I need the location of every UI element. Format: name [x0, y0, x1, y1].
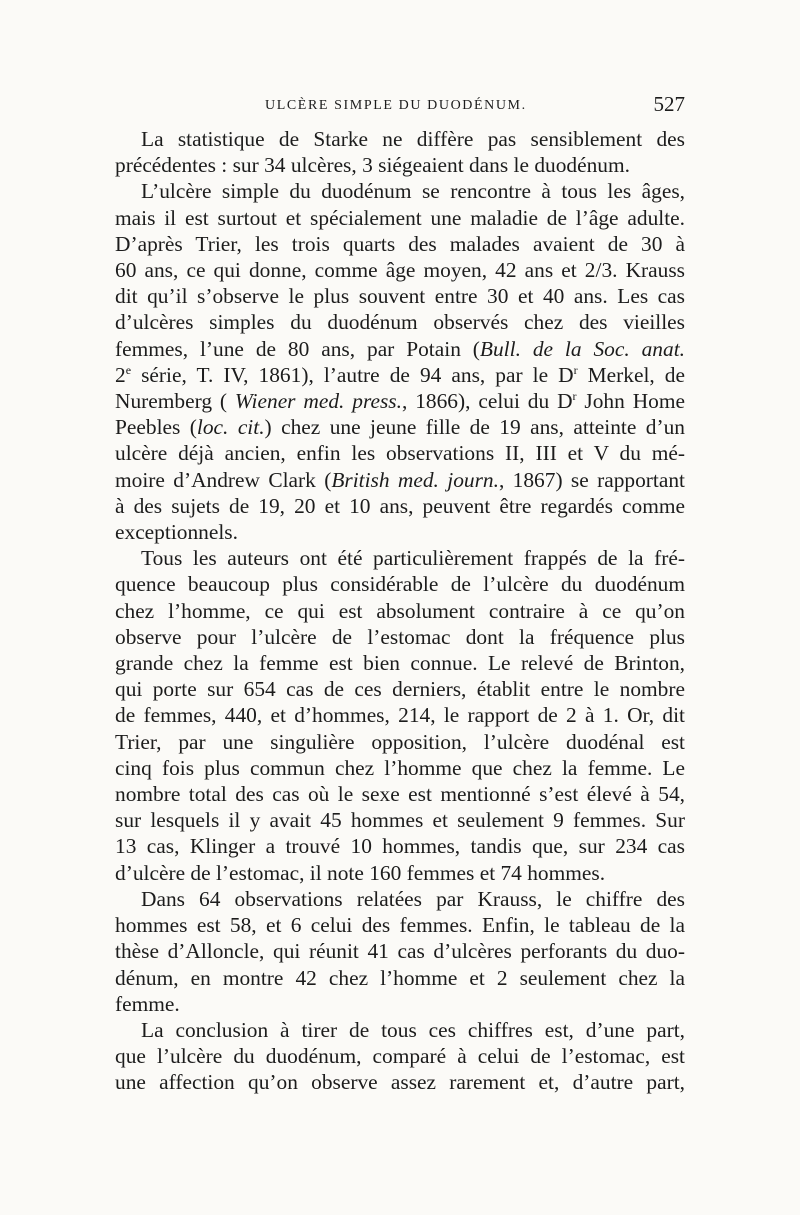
text-line: quence beaucoup plus considérable de l’ulcère du duodénum	[115, 572, 685, 597]
text-line: sur lesquels il y avait 45 hommes et seulement 9 femmes. Sur	[115, 808, 685, 833]
text-line: Dans 64 observations relatées par Krauss, le chiffre des	[141, 886, 685, 911]
text-line: cinq fois plus commun chez l’homme que chez la femme. Le	[115, 755, 685, 780]
text-line: à des sujets de 19, 20 et 10 ans, peuvent être regardés comme	[115, 493, 685, 518]
text-line: précédentes : sur 34 ulcères, 3 siégeaient dans le duodénum.	[115, 153, 630, 178]
text-line: 13 cas, Klinger a trouvé 10 hommes, tandis que, sur 234 cas	[115, 834, 685, 859]
text-line: grande chez la femme est bien connue. Le relevé de Brinton,	[115, 651, 685, 676]
text-line: d’ulcère de l’estomac, il note 160 femmes et 74 hommes.	[115, 860, 606, 885]
text-line: chez l’homme, ce qui est absolument contraire à ce qu’on	[115, 598, 685, 623]
text-line: observe pour l’ulcère de l’estomac dont la fréquence plus	[115, 624, 685, 649]
running-title: ULCÈRE SIMPLE DU DUODÉNUM.	[265, 98, 527, 113]
text-line: 2e série, T. IV, 1861), l’autre de 94 ans, par le $D^r$ Merkel, de	[115, 362, 685, 387]
text-line: Peebles (loc. cit.) chez une jeune fille de 19 ans, atteinte d’un	[115, 415, 685, 440]
text-line: femme.	[115, 991, 180, 1016]
text-line: d’ulcères simples du duodénum observés chez des vieilles	[115, 310, 685, 335]
body-text	[115, 126, 685, 1096]
paragraph-1	[115, 126, 685, 178]
text-line: exceptionnels.	[115, 520, 238, 545]
paragraph-4	[115, 886, 685, 1017]
paragraph-5	[115, 1017, 685, 1096]
text-line: 60 ans, ce qui donne, comme âge moyen, 42 ans et 2/3. Krauss	[115, 258, 685, 283]
text-line: La statistique de Starke ne diffère pas sensiblement des	[141, 127, 685, 151]
text-line: femmes, l’une de 80 ans, par Potain (Bull. de la Soc. anat.	[115, 336, 685, 361]
paragraph-2	[115, 178, 685, 545]
text-line: La conclusion à tirer de tous ces chiffres est, d’une part,	[141, 1017, 685, 1042]
text-line: une affection qu’on observe assez rarement et, d’autre part,	[115, 1070, 685, 1095]
text-line: nombre total des cas où le sexe est mentionné s’est élevé à 54,	[115, 782, 685, 807]
text-line: moire d’Andrew Clark (British med. journ., 1867) se rapportant	[115, 467, 685, 492]
page-header	[115, 92, 685, 122]
text-line: dit qu’il s’observe le plus souvent entre 30 et 40 ans. Les cas	[115, 284, 685, 309]
text-line: Tous les auteurs ont été particulièrement frappés de la fré-	[141, 546, 685, 571]
text-line: que l’ulcère du duodénum, comparé à celui de l’estomac, est	[115, 1044, 685, 1069]
text-line: mais il est surtout et spécialement une maladie de l’âge adulte.	[115, 205, 685, 230]
text-line: thèse d’Alloncle, qui réunit 41 cas d’ulcères perforants du duo-	[115, 939, 685, 964]
text-line: ulcère déjà ancien, enfin les observations II, III et V du mé-	[115, 441, 685, 466]
page-number: 527	[653, 92, 685, 116]
text-line: L’ulcère simple du duodénum se rencontre à tous les âges,	[141, 179, 685, 204]
text-line: D’après Trier, les trois quarts des malades avaient de 30 à	[115, 231, 685, 256]
text-line: de femmes, 440, et d’hommes, 214, le rapport de 2 à 1. Or, dit	[115, 703, 685, 728]
paragraph-3	[115, 545, 685, 886]
text-line: dénum, en montre 42 chez l’homme et 2 seulement chez la	[115, 965, 685, 990]
text-line: qui porte sur 654 cas de ces derniers, établit entre le nombre	[115, 677, 685, 702]
text-line: Trier, par une singulière opposition, l’ulcère duodénal est	[115, 729, 685, 754]
text-line: Nuremberg ( Wiener med. press., 1866), celui du $D^r$ John Home	[115, 389, 685, 414]
text-line: hommes est 58, et 6 celui des femmes. Enfin, le tableau de la	[115, 913, 685, 938]
